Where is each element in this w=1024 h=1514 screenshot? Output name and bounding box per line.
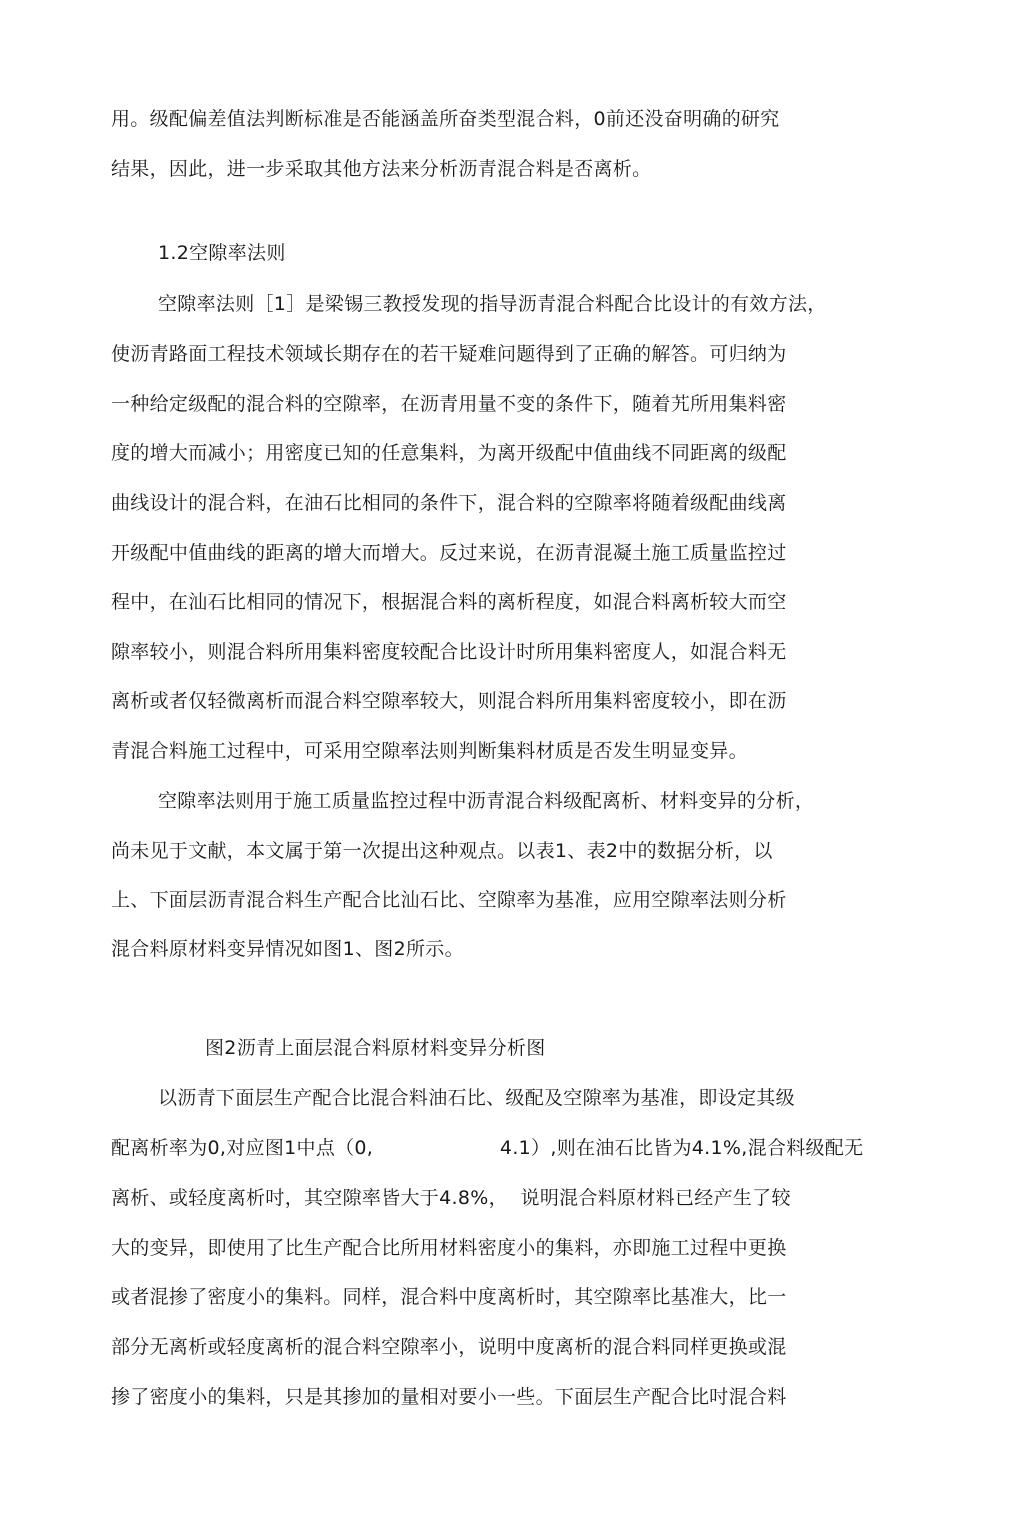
text-line: 尚未见于文献，本文属于第一次提出这种观点。以表1、表2中的数据分析，以 [111, 840, 773, 862]
section-heading: 1.2空隙率法则 [158, 242, 286, 264]
text-line: 上、下面层沥青混合料生产配合比汕石比、空隙率为基准，应用空隙率法则分析 [111, 889, 787, 911]
text-line: 掺了密度小的集料，只是其掺加的量相对要小一些。下面层生产配合比吋混合料 [111, 1386, 787, 1408]
text-line: 空隙率法则用于施工质量监控过程中沥青混合料级配离析、材料变异的分析， [158, 790, 815, 812]
text-line: 程中，在汕石比相同的情况下，根据混合料的离析程度，如混合料离析较大而空 [111, 591, 787, 613]
text-line: 一种给定级配的混合料的空隙率，在沥青用量不变的条件下，随着艽所用集料密 [111, 393, 787, 415]
text-line: 度的增大而减小；用密度已知的任意集料，为离开级配中值曲线不同距离的级配 [111, 442, 787, 464]
text-line: 曲线设计的混合料，在油石比相同的条件下，混合料的空隙率将随着级配曲线离 [111, 492, 787, 514]
text-line: 配离析率为0,对应图1中点（0, 4.1）,则在油石比皆为4.1%,混合料级配无 [111, 1137, 864, 1159]
text-line: 大的变异，即使用了比生产配合比所用材料密度小的集料，亦即施工过程中更换 [111, 1237, 787, 1259]
text-line: 以沥青下面层生产配合比混合料油石比、级配及空隙率为基准，即设定其级 [158, 1087, 795, 1109]
text-line: 离析、或轻度离析吋，其空隙率皆大于4.8%， 说明混合料原材料已经产生了较 [111, 1187, 791, 1209]
figure-caption: 图2沥青上面层混合料原材料变异分析图 [205, 1037, 546, 1059]
text-line: 使沥青路面工程技术领域长期存在的若干疑难问题得到了正确的解答。可归纳为 [111, 343, 787, 365]
text-line: 空隙率法则［1］是梁锡三教授发现的指导沥青混合料配合比设计的有效方法， [158, 293, 827, 315]
text-line: 或者混掺了密度小的集料。同样，混合料中度离析时，其空隙率比基准大，比一 [111, 1286, 787, 1308]
text-line: 青混合料施工过程中，可采用空隙率法则判断集料材质是否发生明显变异。 [111, 740, 748, 762]
text-line: 开级配中值曲线的距离的增大而增大。反过来说，在沥青混凝土施工质量监控过 [111, 542, 787, 564]
text-line: 混合料原材料变异情况如图1、图2所示。 [111, 938, 464, 960]
text-line: 部分无离析或轻度离析的混合料空隙率小，说明中度离析的混合料同样更换或混 [111, 1336, 787, 1358]
text-line: 结果，因此，进一步采取其他方法来分析沥青混合料是否离析。 [111, 158, 652, 180]
text-line: 离析或者仅轻微离析而混合料空隙率较大，则混合料所用集料密度较小，即在沥 [111, 690, 787, 712]
text-line: 隙率较小，则混合料所用集料密度较配合比设计时所用集料密度人，如混合料无 [111, 641, 787, 663]
text-line: 用。级配偏差值法判断标准是否能涵盖所奋类型混合料，0前还没奋明确的研究 [111, 108, 780, 130]
